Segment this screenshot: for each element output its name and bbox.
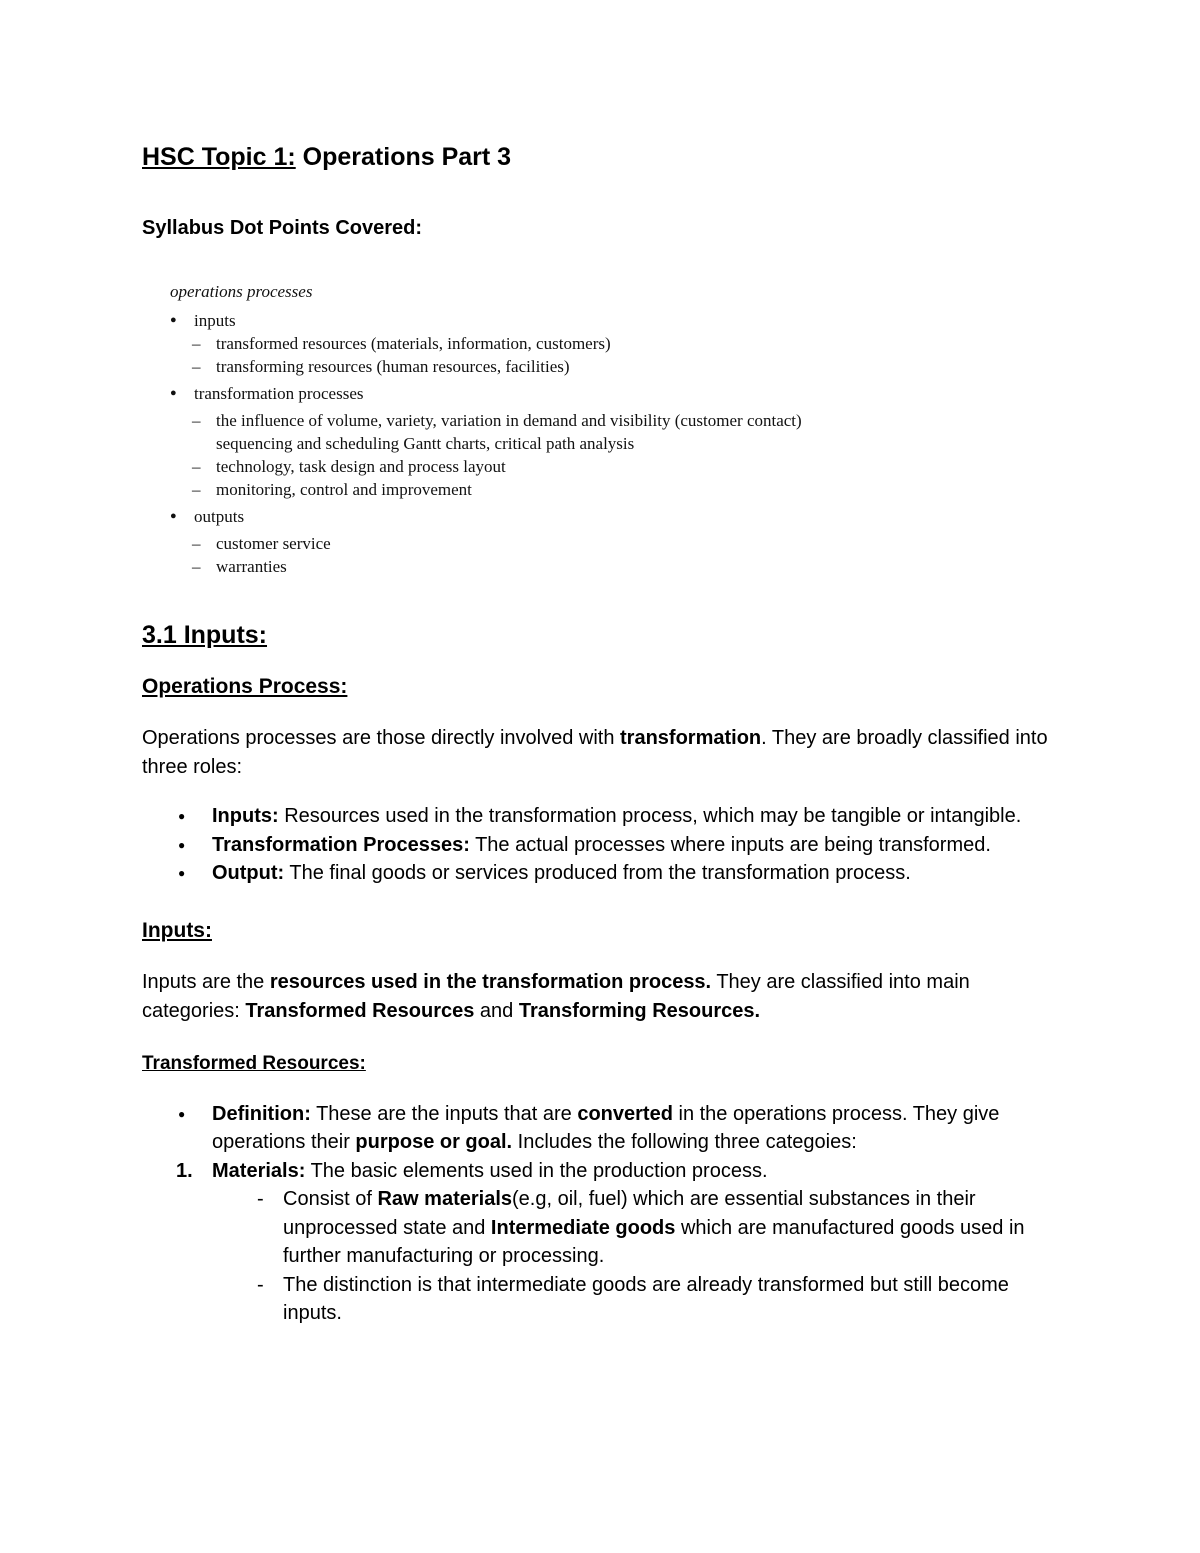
page-title	[142, 140, 1072, 174]
definition-item: ● Definition: These are the inputs that are converted in the operations process. They give operations their purpose or goal. Includes the following three categoies:	[142, 1100, 1072, 1157]
list-item: ● Output: The final goods or services produced from the transformation process.	[142, 859, 1072, 888]
syllabus-subitem: – warranties	[192, 557, 287, 576]
dash-item: - The distinction is that intermediate goods are already transformed but still become inputs.	[257, 1273, 1009, 1324]
syllabus-heading: Syllabus Dot Points Covered:	[142, 217, 423, 239]
syllabus-subitem-continued: sequencing and scheduling Gantt charts, critical path analysis	[216, 434, 635, 453]
transformed-list	[142, 1100, 1072, 1157]
inputs-heading: Inputs:	[142, 918, 212, 942]
syllabus-subitem: – monitoring, control and improvement	[192, 480, 472, 499]
title-rest: Operations Part 3	[295, 143, 512, 171]
syllabus-bullet: ● inputs	[170, 309, 1072, 332]
ops-process-heading: Operations Process:	[142, 675, 348, 698]
syllabus-subitem: – the influence of volume, variety, variation in demand and visibility (customer contact)	[192, 411, 802, 430]
ops-process-paragraph: Operations processes are those directly involved with transformation. They are broadly classified into three roles:	[142, 727, 1048, 778]
dash-item: - Consist of Raw materials(e.g, oil, fuel) which are essential substances in their unprocessed state and Intermediate goods which are manufactured goods used in further manufacturing or processing.	[257, 1188, 1025, 1267]
inputs-paragraph: Inputs are the resources used in the transformation process. They are classified into main categories: Transformed Resources and Transforming Resources.	[142, 970, 970, 1022]
syllabus-subitem: – transforming resources (human resources, facilities)	[192, 357, 570, 376]
list-item: ● Inputs: Resources used in the transformation process, which may be tangible or intangible.	[142, 802, 1072, 831]
syllabus-bullet: ● transformation processes	[170, 382, 1072, 405]
list-item: ● Transformation Processes: The actual processes where inputs are being transformed.	[142, 831, 1072, 860]
syllabus-image	[170, 280, 1072, 578]
title-topic: HSC Topic 1:	[142, 143, 296, 171]
syllabus-head: operations processes	[170, 282, 313, 301]
syllabus-subitem: – technology, task design and process layout	[192, 457, 506, 476]
document-page	[142, 140, 1072, 1328]
syllabus-subitem: – customer service	[192, 534, 331, 553]
ops-roles-list	[142, 802, 1072, 888]
syllabus-bullet: ● outputs	[170, 505, 1072, 528]
section-heading: 3.1 Inputs:	[142, 621, 268, 649]
transformed-resources-heading: Transformed Resources:	[142, 1052, 366, 1074]
numbered-item-materials: 1. Materials: The basic elements used in the production process.	[176, 1159, 768, 1182]
syllabus-subitem: – transformed resources (materials, information, customers)	[192, 334, 611, 353]
